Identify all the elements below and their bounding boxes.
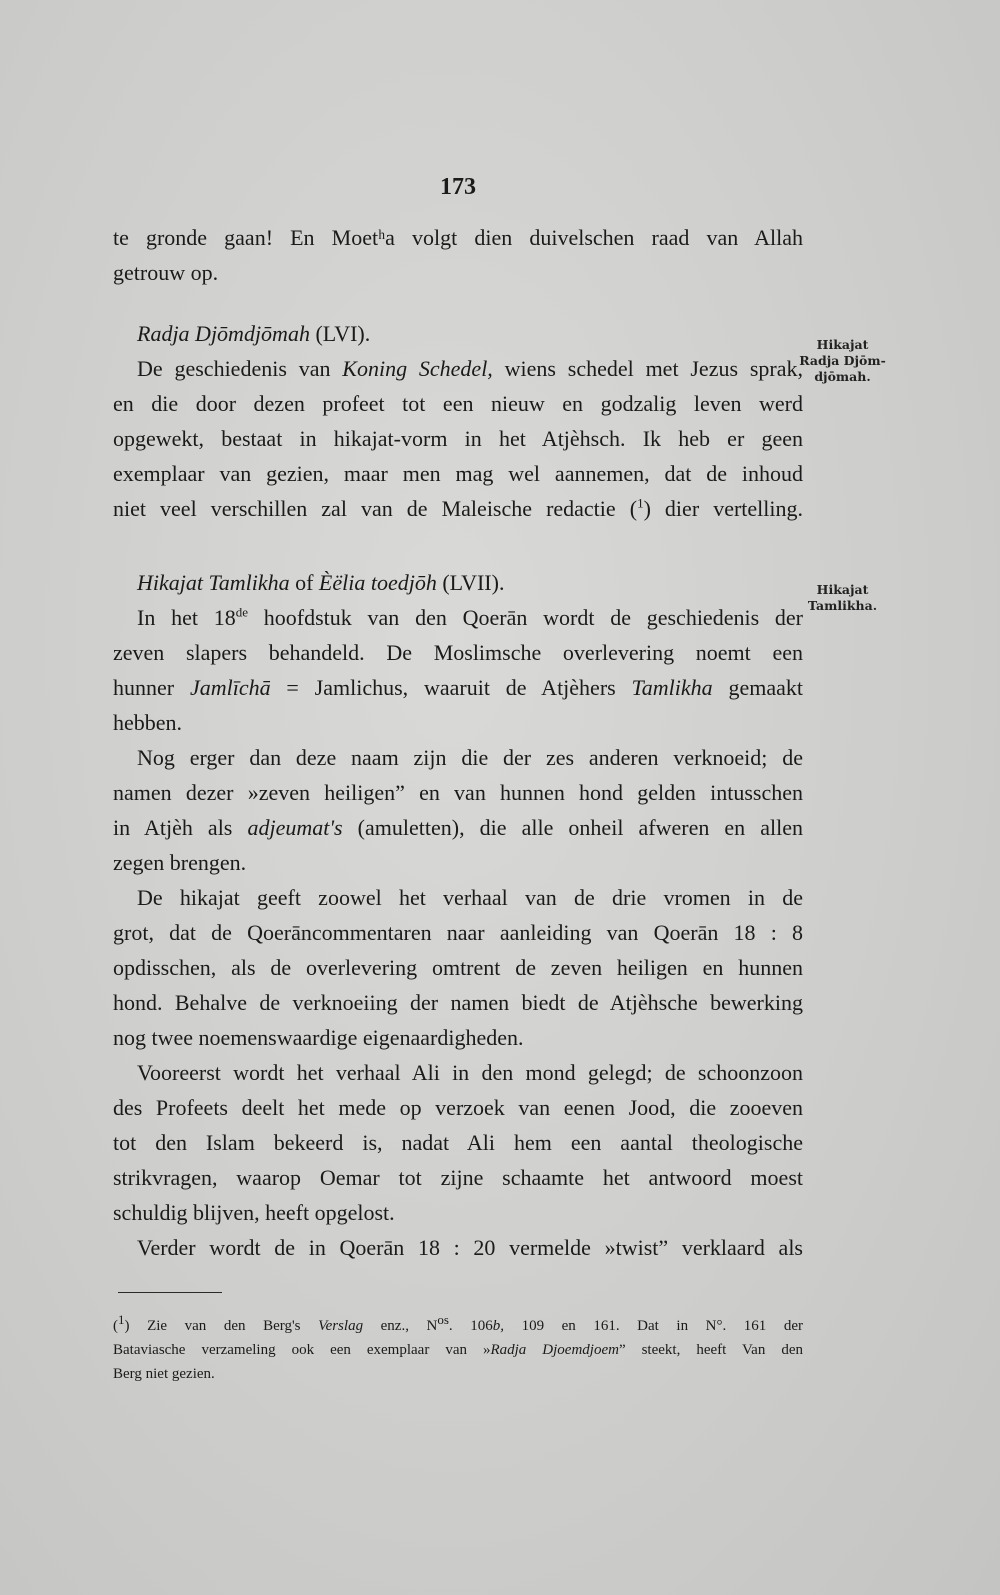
text-line: opdisschen, als de overlevering omtrent de zeven heiligen en hunnen xyxy=(113,955,803,980)
heading-number: (LVI). xyxy=(315,321,371,346)
text-line: schuldig blijven, heeft opgelost. xyxy=(113,1200,395,1225)
text-run: 109 en 161. Dat in N°. 161 der xyxy=(504,1318,804,1334)
text-line: exemplaar van gezien, maar men mag wel aannemen, dat de inhoud xyxy=(113,461,803,486)
text-line: strikvragen, waarop Oemar tot zijne schaamte het antwoord moest xyxy=(113,1165,803,1190)
text-run-italic: b, xyxy=(492,1318,504,1334)
text-run-italic: Tamlikha xyxy=(631,675,713,700)
text-line: namen dezer »zeven heiligen” en van hunnen hond gelden intusschen xyxy=(113,780,803,805)
text-line: hond. Behalve de verknoeiing der namen biedt de Atjèhsche bewerking xyxy=(113,990,803,1015)
superscript: os xyxy=(437,1312,449,1327)
text-line xyxy=(113,491,803,526)
text-line: Vooreerst wordt het verhaal Ali in den mond gelegd; de schoonzoon xyxy=(137,1060,803,1085)
text-run: hoofdstuk van den Qoerān wordt de geschiedenis der xyxy=(248,605,803,630)
text-line: De hikajat geeft zoowel het verhaal van de drie vromen in de xyxy=(137,885,803,910)
margin-note-line: Radja Djōm- xyxy=(799,353,886,368)
footnote xyxy=(113,1314,803,1386)
superscript: de xyxy=(235,604,249,620)
margin-note-line: Hikajat xyxy=(816,337,869,352)
body-text xyxy=(113,220,803,1265)
text-line: Nog erger dan deze naam zijn die der zes anderen verknoeid; de xyxy=(137,745,803,770)
text-run: ) Zie van den Berg's xyxy=(124,1318,319,1334)
text-line: zeven slapers behandeld. De Moslimsche overlevering noemt een xyxy=(113,640,803,665)
margin-note-radja xyxy=(785,337,900,385)
text-line xyxy=(113,670,803,705)
text-run-italic: Koning Schedel, xyxy=(342,356,493,381)
footnote-line xyxy=(113,1338,803,1362)
superscript: 1 xyxy=(118,1312,125,1327)
margin-note-line: Tamlikha. xyxy=(807,598,878,613)
section-heading-lvi xyxy=(113,316,803,351)
text-run-italic: Radja Djoemdjoem xyxy=(490,1342,619,1358)
text-line xyxy=(113,600,803,635)
text-line: te gronde gaan! En Moetʰa volgt dien duivelschen raad van Allah xyxy=(113,225,803,250)
text-run: ( xyxy=(113,1318,118,1334)
margin-note-line: Hikajat xyxy=(816,582,869,597)
footnote-rule xyxy=(118,1292,222,1293)
margin-note-line: djōmah. xyxy=(814,369,871,384)
text-run: gemaakt xyxy=(712,675,803,700)
text-run: (amuletten), die alle onheil afweren en allen xyxy=(342,815,804,840)
text-run: ” steekt, heeft Van den xyxy=(618,1342,803,1358)
section-heading-lvii xyxy=(113,565,803,600)
text-run: niet veel verschillen zal van de Maleische redactie ( xyxy=(113,496,638,521)
heading-number: (LVII). xyxy=(436,570,505,595)
heading-title: Hikajat Tamlikha xyxy=(137,570,290,595)
heading-title-alt: Èëlia toedjōh xyxy=(318,570,437,595)
text-line: Verder wordt de in Qoerān 18 : 20 vermelde »twist” verklaard als xyxy=(137,1235,803,1260)
text-run: in Atjèh als xyxy=(113,815,248,840)
footnote-line: Berg niet gezien. xyxy=(113,1366,215,1382)
text-run: ) dier vertelling. xyxy=(643,496,803,521)
spacer xyxy=(113,526,803,565)
text-run: De geschiedenis van xyxy=(137,356,343,381)
text-line xyxy=(113,351,803,386)
text-run: of xyxy=(289,570,319,595)
text-run: . 106 xyxy=(448,1318,493,1334)
spacer xyxy=(113,290,803,316)
text-run: In het 18 xyxy=(137,605,236,630)
text-line: grot, dat de Qoerāncommentaren naar aanleiding van Qoerān 18 : 8 xyxy=(113,920,803,945)
text-line xyxy=(113,810,803,845)
text-run: enz., N xyxy=(363,1318,438,1334)
text-run: wiens schedel met Jezus sprak, xyxy=(492,356,803,381)
text-line: nog twee noemenswaardige eigenaardigheden. xyxy=(113,1025,524,1050)
text-line: getrouw op. xyxy=(113,260,219,285)
margin-note-tamlikha xyxy=(785,582,900,614)
text-line: hebben. xyxy=(113,710,183,735)
footnote-ref: 1 xyxy=(637,495,644,511)
heading-title: Radja Djōmdjōmah xyxy=(137,321,310,346)
text-run: Bataviasche verzameling ook een exemplaar van » xyxy=(113,1342,491,1358)
text-line: en die door dezen profeet tot een nieuw en godzalig leven werd xyxy=(113,391,803,416)
text-line: des Profeets deelt het mede op verzoek van eenen Jood, die zooeven xyxy=(113,1095,803,1120)
text-line: tot den Islam bekeerd is, nadat Ali hem een aantal theologische xyxy=(113,1130,803,1155)
text-run-italic: Jamlīchā xyxy=(189,675,271,700)
text-line: opgewekt, bestaat in hikajat-vorm in het Atjèhsch. Ik heb er geen xyxy=(113,426,803,451)
text-run-italic: adjeumat's xyxy=(247,815,343,840)
text-run-italic: Verslag xyxy=(318,1318,364,1334)
footnote-line xyxy=(113,1314,803,1338)
text-run: hunner xyxy=(113,675,190,700)
text-run: = Jamlichus, waaruit de Atjèhers xyxy=(270,675,632,700)
text-line: zegen brengen. xyxy=(113,850,247,875)
page-number: 173 xyxy=(440,174,476,200)
